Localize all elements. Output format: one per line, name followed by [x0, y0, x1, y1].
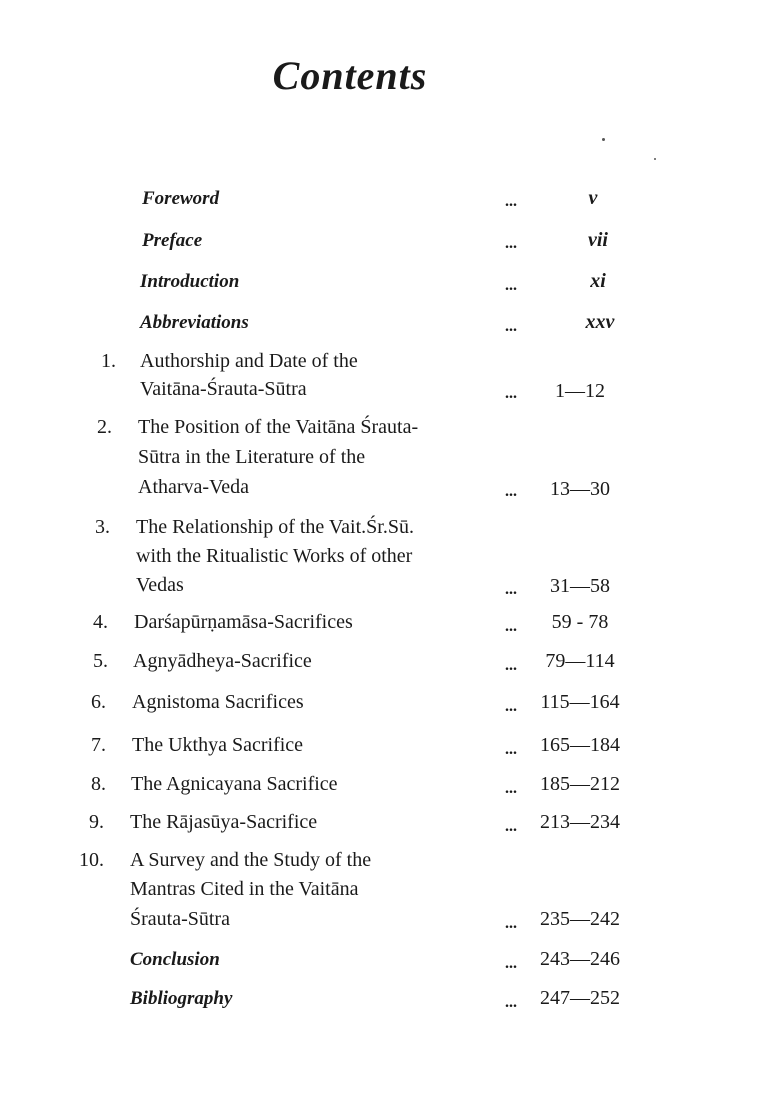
- entry-number: 6.: [91, 691, 106, 713]
- entry-title-line: Authorship and Date of the: [140, 350, 358, 372]
- leader-dots: ...: [505, 193, 517, 210]
- entry-number: 3.: [95, 516, 110, 538]
- entry-title: Agnyādheya-Sacrifice: [133, 650, 312, 672]
- entry-pages: xxv: [585, 311, 615, 333]
- entry-pages: 243—246: [540, 948, 620, 970]
- entry-title-line: Vaitāna-Śrauta-Sūtra: [140, 378, 307, 400]
- leader-dots: ...: [505, 698, 517, 715]
- leader-dots: ...: [505, 318, 517, 335]
- entry-pages: v: [588, 187, 598, 209]
- leader-dots: ...: [505, 277, 517, 294]
- scan-speck: [602, 138, 605, 141]
- entry-pages: vii: [588, 229, 608, 251]
- entry-number: 8.: [91, 773, 106, 795]
- entry-title-line: Atharva-Veda: [138, 476, 250, 498]
- entry-title: Conclusion: [130, 949, 220, 970]
- leader-dots: ...: [505, 483, 517, 500]
- leader-dots: ...: [505, 780, 517, 797]
- entry-pages: 213—234: [540, 811, 620, 833]
- entry-pages: 247—252: [540, 987, 620, 1009]
- entry-pages: xi: [590, 270, 606, 292]
- page-title: Contents: [272, 53, 428, 98]
- entry-title: Agnistoma Sacrifices: [132, 691, 304, 713]
- scan-speck: [654, 158, 656, 160]
- entry-pages: 79—114: [545, 650, 615, 672]
- entry-title-line: Mantras Cited in the Vaitāna: [130, 878, 359, 900]
- entry-title: Darśapūrṇamāsa-Sacrifices: [134, 611, 353, 633]
- leader-dots: ...: [505, 618, 517, 635]
- entry-number: 1.: [101, 350, 116, 372]
- entry-title-line: with the Ritualistic Works of other: [136, 545, 413, 567]
- entry-title: The Rājasūya-Sacrifice: [130, 811, 318, 833]
- entry-title-line: Sūtra in the Literature of the: [138, 446, 366, 468]
- entry-number: 2.: [97, 416, 112, 438]
- entry-pages: 185—212: [540, 773, 620, 795]
- entry-number: 4.: [93, 611, 108, 633]
- entry-pages: 1—12: [555, 380, 605, 402]
- entry-title-line: Vedas: [136, 574, 184, 596]
- leader-dots: ...: [505, 235, 517, 252]
- entry-title-line: A Survey and the Study of the: [130, 849, 372, 871]
- entry-pages: 59 - 78: [551, 611, 609, 633]
- entry-title: Preface: [142, 230, 203, 251]
- leader-dots: ...: [505, 915, 517, 932]
- leader-dots: ...: [505, 818, 517, 835]
- entry-title: Introduction: [140, 271, 240, 292]
- entry-pages: 31—58: [550, 575, 610, 597]
- entry-pages: 165—184: [540, 734, 620, 756]
- entry-number: 5.: [93, 650, 108, 672]
- entry-title-line: Śrauta-Sūtra: [130, 908, 230, 930]
- entry-title: Foreword: [142, 188, 220, 209]
- entry-number: 9.: [89, 811, 104, 833]
- leader-dots: ...: [505, 581, 517, 598]
- leader-dots: ...: [505, 657, 517, 674]
- entry-title: The Ukthya Sacrifice: [132, 734, 304, 756]
- entry-title-line: The Position of the Vaitāna Śrauta-: [138, 416, 419, 438]
- entry-number: 7.: [91, 734, 106, 756]
- leader-dots: ...: [505, 994, 517, 1011]
- entry-title: Abbreviations: [140, 312, 249, 333]
- entry-title: Bibliography: [130, 988, 233, 1009]
- entry-pages: 235—242: [540, 908, 620, 930]
- leader-dots: ...: [505, 741, 517, 758]
- entry-title: The Agnicayana Sacrifice: [131, 773, 338, 795]
- leader-dots: ...: [505, 385, 517, 402]
- entry-number: 10.: [79, 849, 104, 871]
- entry-title-line: The Relationship of the Vait.Śr.Sū.: [136, 516, 414, 538]
- entry-pages: 115—164: [540, 691, 620, 713]
- leader-dots: ...: [505, 955, 517, 972]
- entry-pages: 13—30: [550, 478, 610, 500]
